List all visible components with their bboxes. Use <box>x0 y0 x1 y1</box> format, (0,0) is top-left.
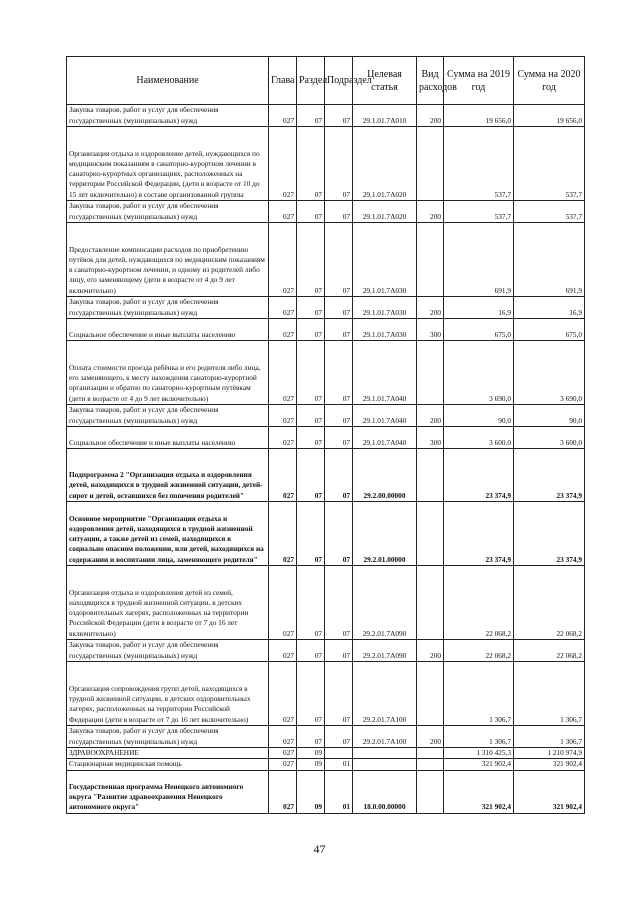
row-sum-2020: 22 068,2 <box>514 566 585 640</box>
row-glava: 027 <box>269 770 297 813</box>
table-row <box>67 770 585 813</box>
row-razdel: 07 <box>297 502 325 566</box>
row-podrazdel: 07 <box>325 319 353 341</box>
row-name: Организация сопровождения групп детей, находящихся в трудной жизненной ситуации, в детских оздоровительных лагерях, расположенных на территории Российской Федерации (дети в возрасте от 7 до 16 лет включительно) <box>67 662 269 726</box>
table-body <box>67 105 585 814</box>
row-sum-2019: 537,7 <box>444 201 514 223</box>
row-glava: 027 <box>269 502 297 566</box>
row-vid: 200 <box>417 201 444 223</box>
table-row <box>67 502 585 566</box>
row-sum-2020: 321 902,4 <box>514 770 585 813</box>
row-glava: 027 <box>269 297 297 319</box>
row-sum-2019: 675,0 <box>444 319 514 341</box>
header-razdel: Раздел <box>297 57 325 105</box>
row-name: Закупка товаров, работ и услуг для обеспечения государственных (муниципальных) нужд <box>67 105 269 127</box>
row-vid: 300 <box>417 427 444 449</box>
row-podrazdel: 07 <box>325 105 353 127</box>
row-sum-2020: 19 656,0 <box>514 105 585 127</box>
row-razdel: 07 <box>297 127 325 201</box>
table-row <box>67 405 585 427</box>
row-vid <box>417 662 444 726</box>
header-name: Наименование <box>67 57 269 105</box>
table-row <box>67 341 585 405</box>
row-razdel: 07 <box>297 640 325 662</box>
table-row <box>67 662 585 726</box>
row-sum-2019: 1 306,7 <box>444 726 514 748</box>
row-vid: 200 <box>417 405 444 427</box>
row-target: 29.2.01.00000 <box>353 502 417 566</box>
header-target: Целевая статья <box>353 57 417 105</box>
row-sum-2020: 1 306,7 <box>514 662 585 726</box>
row-razdel: 07 <box>297 201 325 223</box>
row-glava: 027 <box>269 341 297 405</box>
row-glava: 027 <box>269 748 297 759</box>
row-podrazdel: 01 <box>325 770 353 813</box>
row-podrazdel: 07 <box>325 223 353 297</box>
row-podrazdel: 07 <box>325 662 353 726</box>
row-target <box>353 748 417 759</box>
row-name: Стационарная медицинская помощь <box>67 759 269 770</box>
row-target: 29.1.01.7А040 <box>353 341 417 405</box>
row-glava: 027 <box>269 405 297 427</box>
row-sum-2020: 90,0 <box>514 405 585 427</box>
row-target: 29.1.01.7А030 <box>353 223 417 297</box>
row-name: Социальное обеспечение и иные выплаты населению <box>67 427 269 449</box>
header-podrazdel: Подраздел <box>325 57 353 105</box>
row-sum-2020: 537,7 <box>514 201 585 223</box>
row-target: 29.1.01.7А030 <box>353 319 417 341</box>
row-razdel: 07 <box>297 341 325 405</box>
row-razdel: 09 <box>297 759 325 770</box>
row-target: 29.2.01.7А090 <box>353 640 417 662</box>
row-glava: 027 <box>269 201 297 223</box>
row-razdel: 07 <box>297 405 325 427</box>
row-sum-2019: 23 374,9 <box>444 449 514 502</box>
row-target: 29.1.01.7А040 <box>353 405 417 427</box>
header-vid: Вид расходов <box>417 57 444 105</box>
row-podrazdel: 07 <box>325 405 353 427</box>
row-vid: 200 <box>417 105 444 127</box>
row-sum-2020: 321 902,4 <box>514 759 585 770</box>
row-sum-2020: 23 374,9 <box>514 449 585 502</box>
row-name: Закупка товаров, работ и услуг для обеспечения государственных (муниципальных) нужд <box>67 405 269 427</box>
table-row <box>67 105 585 127</box>
row-razdel: 07 <box>297 427 325 449</box>
row-podrazdel: 07 <box>325 297 353 319</box>
row-vid <box>417 770 444 813</box>
row-sum-2020: 1 210 974,9 <box>514 748 585 759</box>
row-target <box>353 759 417 770</box>
row-target: 29.2.01.7А100 <box>353 662 417 726</box>
row-razdel: 09 <box>297 770 325 813</box>
row-podrazdel: 01 <box>325 759 353 770</box>
row-name: Закупка товаров, работ и услуг для обеспечения государственных (муниципальных) нужд <box>67 640 269 662</box>
table-row <box>67 748 585 759</box>
row-name: Организация отдыха и оздоровление детей, нуждающихся по медицинским показаниям в санаторно-курортном лечении в санаторно-курортных организациях, расположенных на территории Российской Федерации, (дети в возрасте от 10 до 15 лет включительно) в составе организованной группы <box>67 127 269 201</box>
row-glava: 027 <box>269 662 297 726</box>
row-sum-2020: 16,9 <box>514 297 585 319</box>
row-sum-2019: 3 690,0 <box>444 341 514 405</box>
row-sum-2020: 3 600,0 <box>514 427 585 449</box>
row-sum-2020: 675,0 <box>514 319 585 341</box>
row-vid <box>417 566 444 640</box>
row-razdel: 07 <box>297 319 325 341</box>
table-row <box>67 449 585 502</box>
row-sum-2019: 321 902,4 <box>444 759 514 770</box>
header-glava: Глава <box>269 57 297 105</box>
row-sum-2019: 23 374,9 <box>444 502 514 566</box>
row-vid <box>417 223 444 297</box>
row-razdel: 07 <box>297 566 325 640</box>
table-row <box>67 566 585 640</box>
row-glava: 027 <box>269 726 297 748</box>
table-header-row <box>67 57 585 105</box>
row-target: 29.2.01.7А100 <box>353 726 417 748</box>
row-target: 29.2.01.7А090 <box>353 566 417 640</box>
row-target: 29.2.00.00000 <box>353 449 417 502</box>
row-sum-2019: 3 600,0 <box>444 427 514 449</box>
header-sum-2019: Сумма на 2019 год <box>444 57 514 105</box>
row-vid <box>417 341 444 405</box>
row-vid <box>417 759 444 770</box>
table-row <box>67 726 585 748</box>
row-sum-2019: 537,7 <box>444 127 514 201</box>
row-razdel: 07 <box>297 726 325 748</box>
table-row <box>67 201 585 223</box>
row-sum-2019: 22 068,2 <box>444 566 514 640</box>
row-target: 29.1.01.7А040 <box>353 427 417 449</box>
table-row <box>67 640 585 662</box>
row-target: 29.1.01.7А030 <box>353 297 417 319</box>
row-podrazdel: 07 <box>325 201 353 223</box>
row-glava: 027 <box>269 105 297 127</box>
row-podrazdel: 07 <box>325 726 353 748</box>
row-name: Организация отдыха и оздоровления детей из семей, находящихся в трудной жизненной ситуации, в детских оздоровительных лагерях, расположенных на территории Российской Федерации (дети в возрасте от 7 до 16 лет включительно) <box>67 566 269 640</box>
table-row <box>67 297 585 319</box>
table-row <box>67 127 585 201</box>
row-glava: 027 <box>269 223 297 297</box>
row-razdel: 09 <box>297 748 325 759</box>
row-sum-2020: 537,7 <box>514 127 585 201</box>
row-razdel: 07 <box>297 662 325 726</box>
row-glava: 027 <box>269 319 297 341</box>
row-sum-2019: 1 306,7 <box>444 662 514 726</box>
row-vid <box>417 748 444 759</box>
row-name: Предоставление компенсации расходов по приобретению путёвок для детей, нуждающихся по медицинским показаниям в санаторно-курортном лечении, и одному из родителей либо лицу, его заменяющему (дети в возрасте от 4 до 9 лет включительно) <box>67 223 269 297</box>
row-sum-2019: 321 902,4 <box>444 770 514 813</box>
row-name: Оплата стоимости проезда ребёнка и его родителя либо лица, его заменяющего, к месту нахождения санаторно-курортной организации и обратно по санаторно-курортным путёвкам (дети в возрасте от 4 до 9 лет включительно) <box>67 341 269 405</box>
header-sum-2020: Сумма на 2020 год <box>514 57 585 105</box>
row-name: Государственная программа Ненецкого автономного округа "Развитие здравоохранения Ненецкого автономного округа" <box>67 770 269 813</box>
row-vid: 300 <box>417 319 444 341</box>
page-number: 47 <box>313 842 326 856</box>
row-razdel: 07 <box>297 105 325 127</box>
row-sum-2019: 691,9 <box>444 223 514 297</box>
table-row <box>67 427 585 449</box>
row-name: ЗДРАВООХРАНЕНИЕ <box>67 748 269 759</box>
row-target: 29.1.01.7А020 <box>353 201 417 223</box>
row-sum-2020: 3 690,0 <box>514 341 585 405</box>
row-glava: 027 <box>269 449 297 502</box>
row-sum-2019: 1 310 425,3 <box>444 748 514 759</box>
row-glava: 027 <box>269 566 297 640</box>
row-sum-2020: 691,9 <box>514 223 585 297</box>
row-podrazdel: 07 <box>325 449 353 502</box>
row-sum-2019: 90,0 <box>444 405 514 427</box>
row-podrazdel <box>325 748 353 759</box>
row-podrazdel: 07 <box>325 127 353 201</box>
row-glava: 027 <box>269 640 297 662</box>
row-name: Закупка товаров, работ и услуг для обеспечения государственных (муниципальных) нужд <box>67 201 269 223</box>
row-podrazdel: 07 <box>325 640 353 662</box>
row-podrazdel: 07 <box>325 566 353 640</box>
row-podrazdel: 07 <box>325 427 353 449</box>
row-name: Закупка товаров, работ и услуг для обеспечения государственных (муниципальных) нужд <box>67 297 269 319</box>
row-podrazdel: 07 <box>325 502 353 566</box>
row-name: Подпрограмма 2 "Организация отдыха и оздоровления детей, находящихся в трудной жизненной ситуации, детей-сирот и детей, оставшихся без попечения родителей" <box>67 449 269 502</box>
row-glava: 027 <box>269 127 297 201</box>
table-row <box>67 319 585 341</box>
row-podrazdel: 07 <box>325 341 353 405</box>
row-sum-2020: 23 374,9 <box>514 502 585 566</box>
row-sum-2019: 22 068,2 <box>444 640 514 662</box>
row-vid <box>417 127 444 201</box>
row-vid <box>417 449 444 502</box>
row-vid: 200 <box>417 726 444 748</box>
row-sum-2019: 19 656,0 <box>444 105 514 127</box>
row-razdel: 07 <box>297 223 325 297</box>
row-sum-2020: 1 306,7 <box>514 726 585 748</box>
row-vid: 200 <box>417 297 444 319</box>
row-name: Закупка товаров, работ и услуг для обеспечения государственных (муниципальных) нужд <box>67 726 269 748</box>
row-target: 18.0.00.00000 <box>353 770 417 813</box>
budget-table <box>66 56 585 814</box>
table-row <box>67 759 585 770</box>
row-vid <box>417 502 444 566</box>
table-row <box>67 223 585 297</box>
row-glava: 027 <box>269 427 297 449</box>
row-razdel: 07 <box>297 449 325 502</box>
row-name: Социальное обеспечение и иные выплаты населению <box>67 319 269 341</box>
row-razdel: 07 <box>297 297 325 319</box>
row-target: 29.1.01.7А010 <box>353 105 417 127</box>
row-target: 29.1.01.7А020 <box>353 127 417 201</box>
row-vid: 200 <box>417 640 444 662</box>
row-sum-2020: 22 068,2 <box>514 640 585 662</box>
row-glava: 027 <box>269 759 297 770</box>
row-sum-2019: 16,9 <box>444 297 514 319</box>
row-name: Основное мероприятие "Организация отдыха и оздоровления детей, находящихся в трудной жизненной ситуации, а также детей из семей, находящихся в социально опасном положении, или детей, находящихся на содержании и воспитании лица, заменяющего родителя" <box>67 502 269 566</box>
